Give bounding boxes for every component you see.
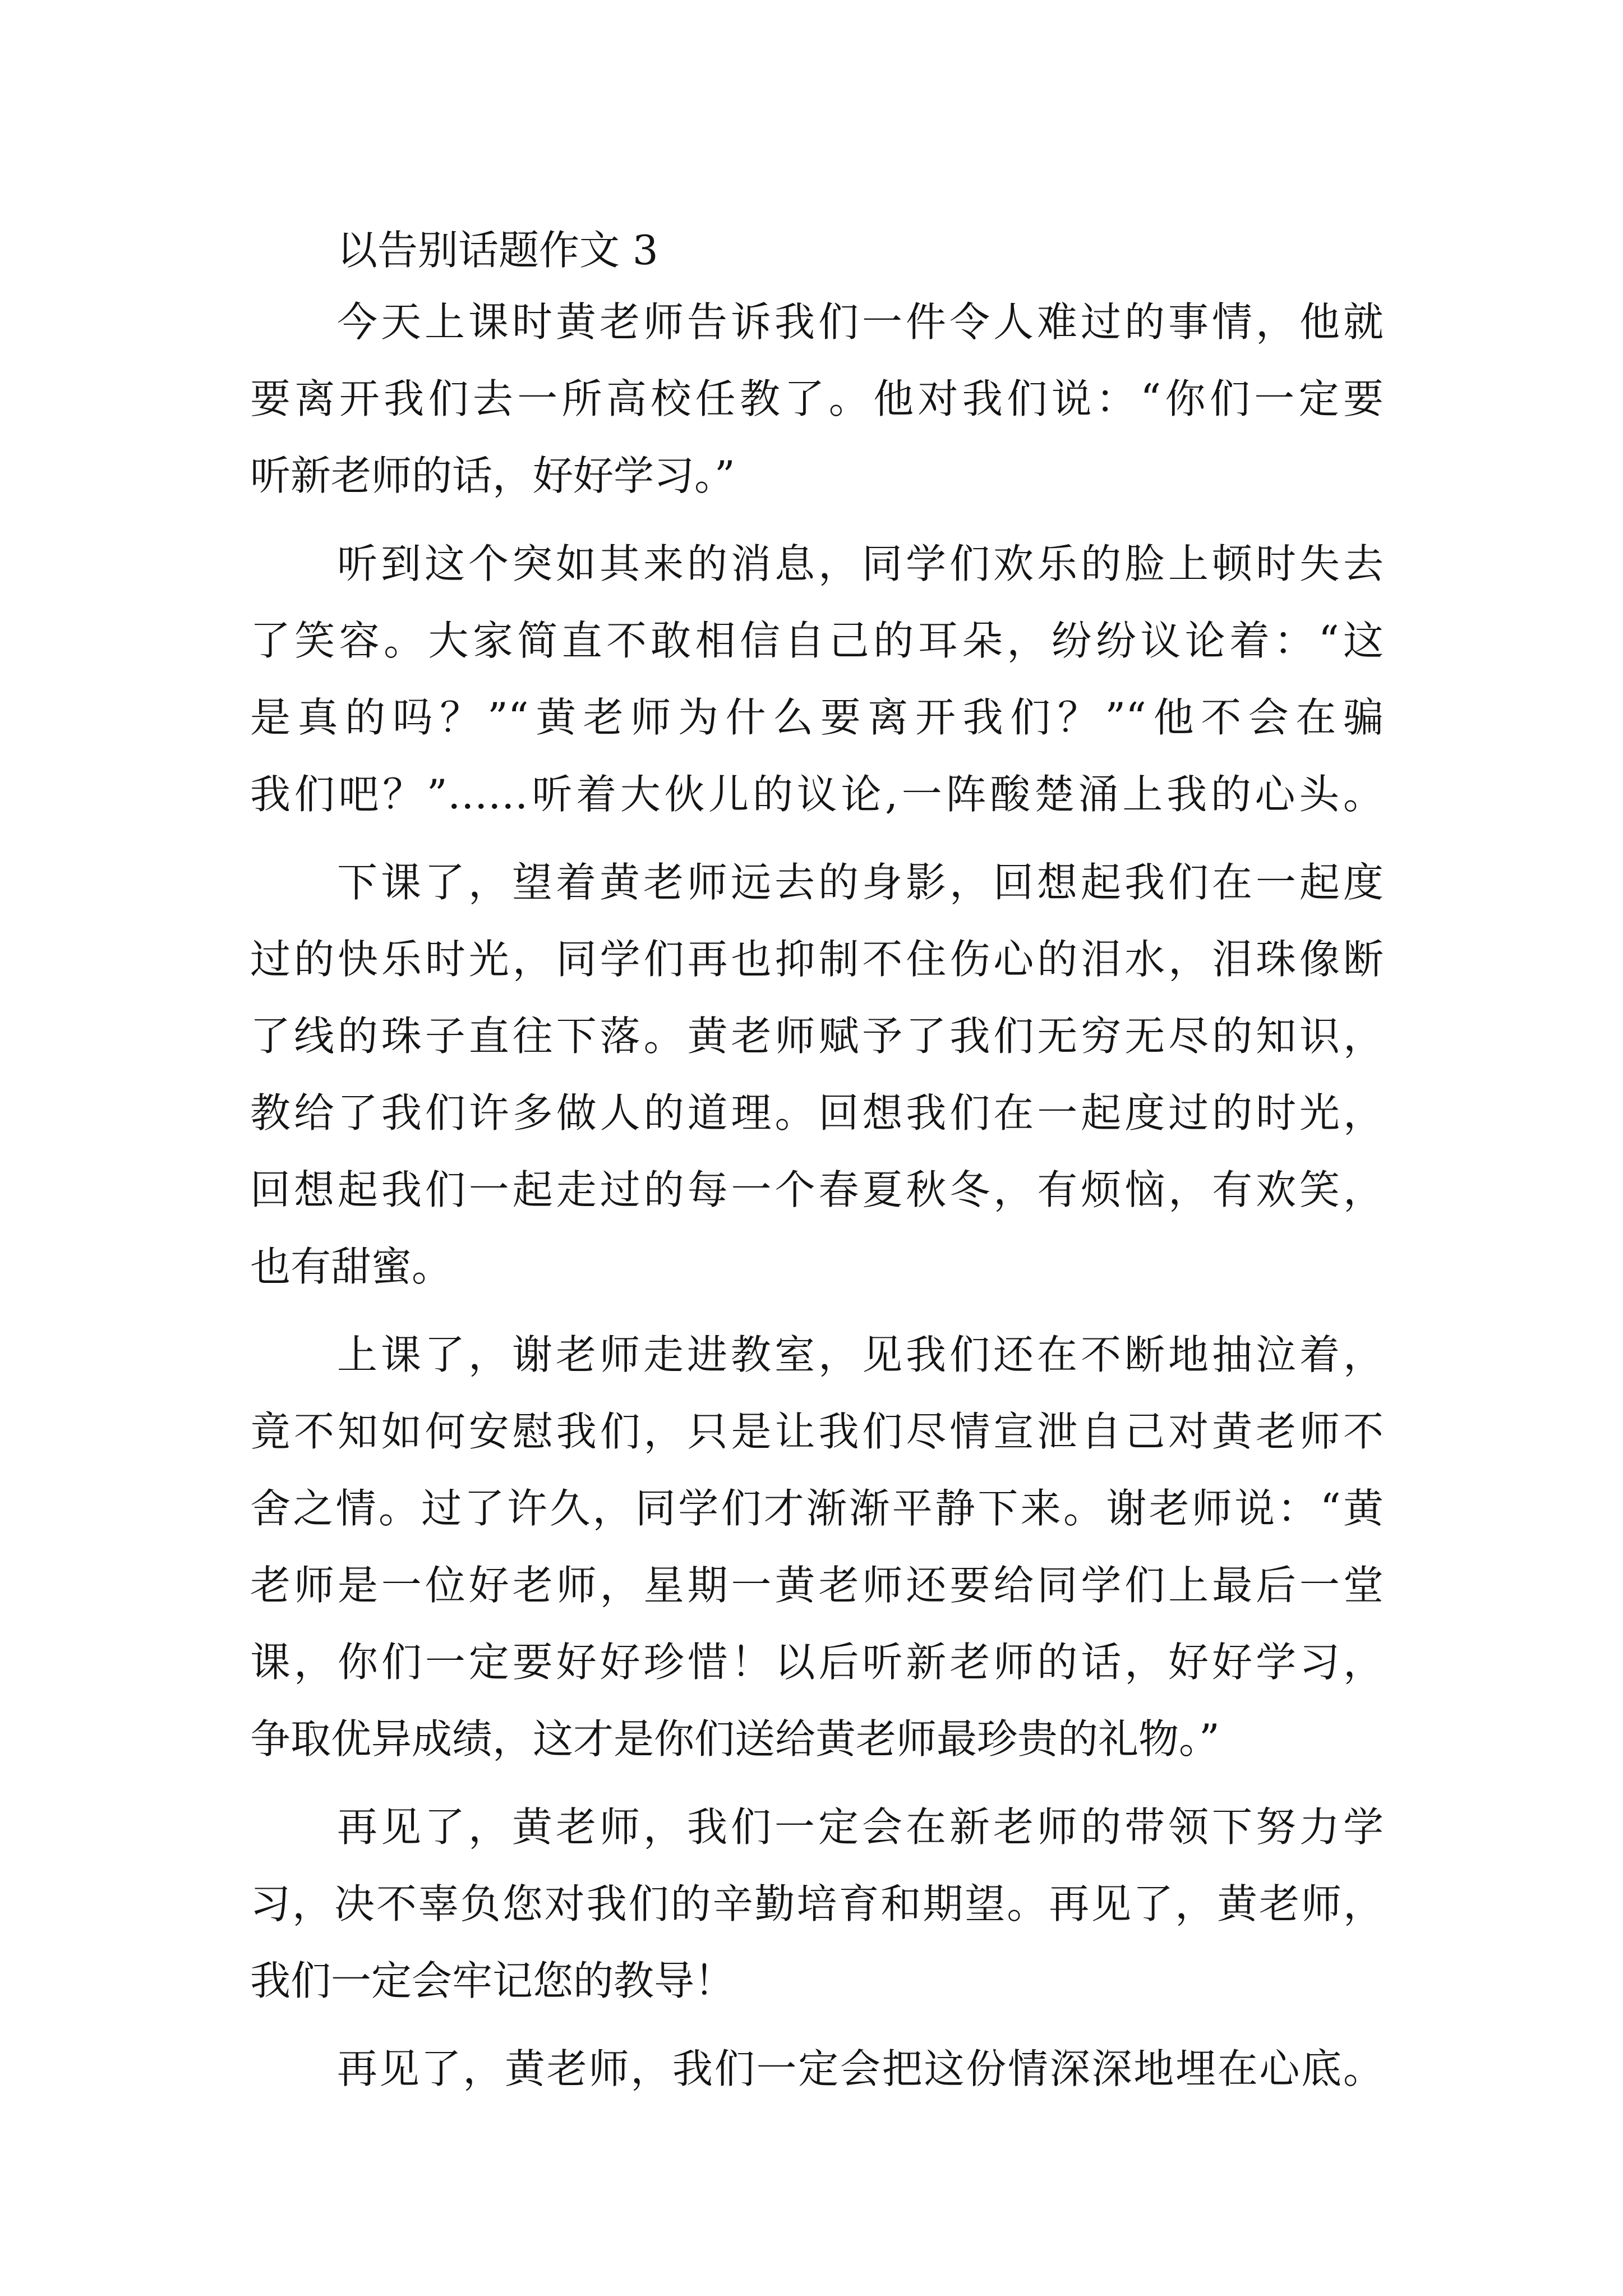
text-line: 习，决不辜负您对我们的辛勤培育和期望。再见了，黄老师， (250, 1880, 1384, 1927)
text-line: 教给了我们许多做人的道理。回想我们在一起度过的时光， (250, 1089, 1384, 1137)
paragraph (250, 2031, 1384, 2108)
text-line: 是真的吗？”“黄老师为什么要离开我们？”“他不会在骗 (250, 694, 1384, 741)
document-title: 以告别话题作文 3 (337, 227, 658, 274)
text-line: 我们一定会牢记您的教导！ (250, 1957, 735, 2004)
text-line: 听新老师的话，好好学习。” (250, 452, 735, 499)
text-line: 今天上课时黄老师告诉我们一件令人难过的事情，他就 (337, 298, 1384, 346)
paragraph (250, 284, 1384, 514)
text-line: 课，你们一定要好好珍惜！以后听新老师的话，好好学习， (250, 1639, 1384, 1686)
text-line: 回想起我们一起走过的每一个春夏秋冬，有烦恼，有欢笑， (250, 1166, 1384, 1213)
text-line: 再见了，黄老师，我们一定会把这份情深深地埋在心底。 (337, 2045, 1384, 2092)
text-line: 要离开我们去一所高校任教了。他对我们说：“你们一定要 (250, 375, 1384, 422)
text-line: 舍之情。过了许久，同学们才渐渐平静下来。谢老师说：“黄 (250, 1485, 1384, 1532)
text-line: 我们吧？”……听着大伙儿的议论,一阵酸楚涌上我的心头。 (250, 771, 1384, 818)
text-line: 再见了，黄老师，我们一定会在新老师的带领下努力学 (337, 1803, 1384, 1851)
paragraph (250, 1317, 1384, 1778)
paragraph (250, 526, 1384, 833)
text-line: 了线的珠子直往下落。黄老师赋予了我们无穷无尽的知识， (250, 1013, 1384, 1060)
text-line: 也有甜蜜。 (250, 1243, 453, 1290)
text-line: 下课了，望着黄老师远去的身影，回想起我们在一起度 (337, 859, 1384, 906)
text-line: 过的快乐时光，同学们再也抑制不住伤心的泪水，泪珠像断 (250, 936, 1384, 983)
text-line: 争取优异成绩，这才是你们送给黄老师最珍贵的礼物。” (250, 1715, 1220, 1763)
document-body (250, 217, 1384, 2108)
text-line: 了笑容。大家简直不敢相信自己的耳朵，纷纷议论着：“这 (250, 617, 1384, 664)
text-line: 老师是一位好老师，星期一黄老师还要给同学们上最后一堂 (250, 1562, 1384, 1609)
text-line: 上课了，谢老师走进教室，见我们还在不断地抽泣着， (337, 1331, 1384, 1378)
paragraph (250, 844, 1384, 1305)
paragraph (250, 1789, 1384, 2019)
text-line: 竟不知如何安慰我们，只是让我们尽情宣泄自己对黄老师不 (250, 1408, 1384, 1455)
text-line: 听到这个突如其来的消息，同学们欢乐的脸上顿时失去 (337, 540, 1384, 587)
